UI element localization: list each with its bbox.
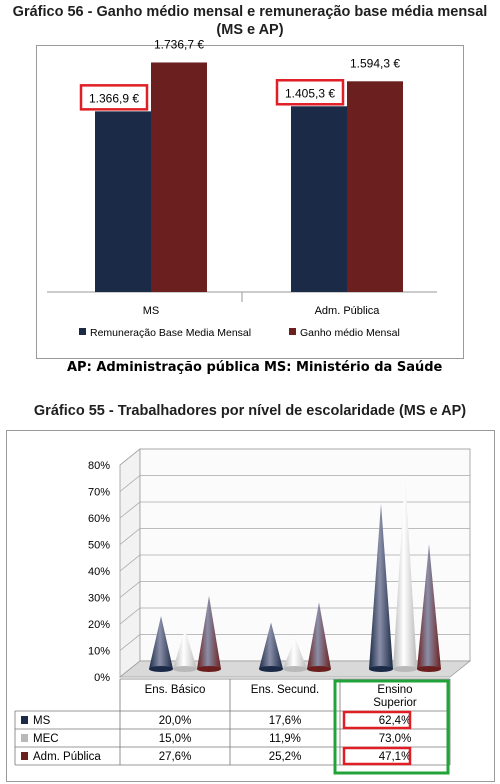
table-header-2-a: Ensino <box>377 684 413 696</box>
cone-base-1-0 <box>173 666 197 672</box>
legend-label-ganho: Ganho médio Mensal <box>300 327 400 339</box>
bar-ganho-1 <box>347 81 403 292</box>
cone-chart-bottom <box>6 430 495 782</box>
legend-label-0: MS <box>33 715 51 727</box>
y-tick-label-5: 50% <box>87 539 110 552</box>
cone-base-0-2 <box>369 666 393 672</box>
table-cell-2-2: 47,1% <box>378 751 412 763</box>
cone-base-2-0 <box>197 666 221 672</box>
y-tick-label-6: 60% <box>87 513 110 525</box>
data-label-remuneracao-1: 1.405,3 € <box>284 86 336 101</box>
cone-base-2-1 <box>307 666 331 672</box>
data-label-ganho-0: 1.736,7 € <box>153 37 205 52</box>
table-cell-0-2: 62,4% <box>378 715 412 727</box>
cone-chart-bottom-svg <box>7 431 494 781</box>
table-cell-2-0: 27,6% <box>158 751 192 763</box>
legend-swatch-ganho <box>289 328 296 335</box>
table-cell-0-0: 20,0% <box>158 715 192 727</box>
legend-swatch-0 <box>21 716 28 724</box>
y-tick-label-2: 20% <box>87 619 110 631</box>
table-cell-1-2: 73,0% <box>378 733 412 745</box>
y-tick-label-3: 30% <box>87 592 110 605</box>
table-header-2-b: Superior <box>373 697 417 709</box>
cone-base-1-1 <box>283 666 307 672</box>
bar-remuneracao-1 <box>291 106 347 292</box>
table-header-1: Ens. Secund. <box>250 684 320 696</box>
y-tick-label-1: 10% <box>87 645 110 658</box>
legend-swatch-1 <box>21 734 28 742</box>
legend-swatch-2 <box>21 752 28 760</box>
table-cell-1-1: 11,9% <box>269 733 301 745</box>
x-tick-label-0: MS <box>142 305 160 317</box>
legend-label-2: Adm. Pública <box>33 751 101 763</box>
table-header-0: Ens. Básico <box>144 684 206 696</box>
table-cell-0-1: 17,6% <box>268 715 302 727</box>
chart-title-bottom: Gráfico 55 - Trabalhadores por nível de escolaridade (MS e AP) <box>33 403 467 419</box>
y-tick-label-8: 80% <box>87 460 110 472</box>
data-label-ganho-1: 1.594,3 € <box>349 56 401 71</box>
y-tick-label-4: 40% <box>87 566 110 578</box>
bar-ganho-0 <box>151 62 207 292</box>
table-cell-2-1: 25,2% <box>268 751 302 763</box>
bar-remuneracao-0 <box>95 111 151 292</box>
legend-label-remuneracao: Remuneração Base Media Mensal <box>90 327 252 339</box>
y-tick-label-7: 70% <box>87 486 110 499</box>
table-cell-1-0: 15,0% <box>158 733 192 745</box>
cone-base-2-2 <box>417 666 441 672</box>
y-tick-label-0: 0% <box>94 672 110 684</box>
x-tick-label-1: Adm. Pública <box>314 305 380 317</box>
note-ms: MS: Ministério da Saúde <box>264 360 443 375</box>
bar-chart-top <box>36 37 464 359</box>
cone-base-0-0 <box>149 666 173 672</box>
legend-swatch-remuneracao <box>79 328 86 335</box>
bar-chart-top-svg <box>37 37 463 358</box>
cone-base-1-2 <box>393 666 417 672</box>
legend-label-1: MEC <box>33 733 59 745</box>
data-label-remuneracao-0: 1.366,9 € <box>88 91 140 106</box>
note-ap: AP: Administração pública <box>67 360 260 375</box>
chart-title-top: Gráfico 56 - Ganho médio mensal e remuneração base média mensal (MS e AP) <box>12 4 488 38</box>
cone-base-0-1 <box>259 666 283 672</box>
